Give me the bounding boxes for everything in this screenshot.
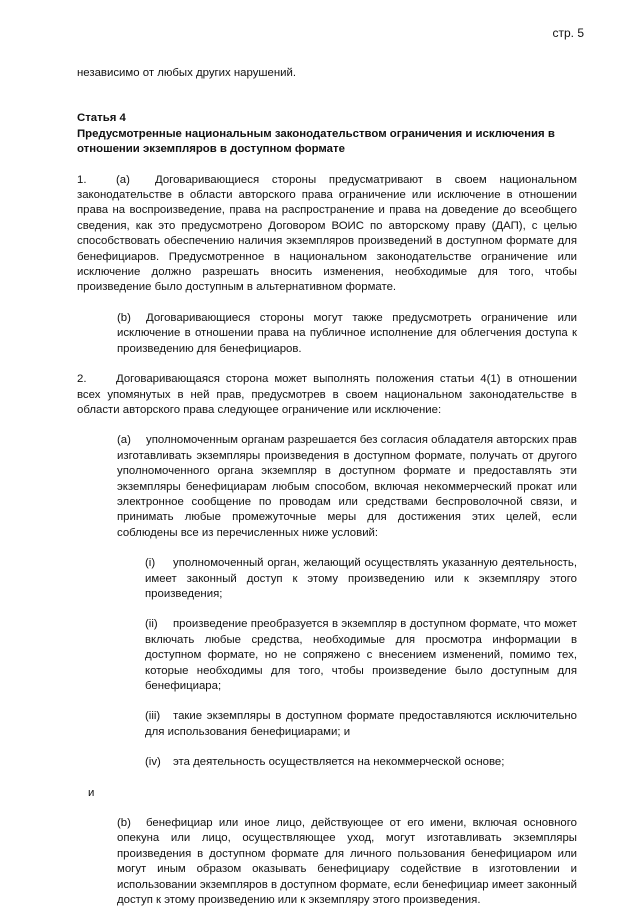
- conjunction-and: и: [88, 786, 95, 799]
- item-label: (b): [117, 311, 131, 324]
- item-label: (a): [117, 434, 131, 447]
- article-title: Предусмотренные национальным законодательством ограничения и исключения в отношении экземпляров в доступном формате: [77, 127, 555, 156]
- item-text: бенефициар или иное лицо, действующее от его имени, включая основного опекуна или лицо, осуществляющее уход, могут изготавливать экземпляры произведения в доступном формате для личного пользования бенефициаром или могут иным образом оказывать бенефициару содействие в изготовлении и использовании экземпляров в доступном формате, если бенефициар имеет законный доступ к этому произведению или к экземпляру этого произведения.: [117, 817, 577, 907]
- continuation-text: независимо от любых других нарушений.: [77, 67, 297, 79]
- item-text: уполномоченным органам разрешается без согласия обладателя авторских прав изготавливать экземпляры произведения в доступном формате, получать от другого уполномоченного органа экземпляр в доступном формате и предоставлять эти экземпляры бенефициарам любым способом, включая некоммерческий прокат или электронное сообщение по проводам или средствами беспроволочной связи, и принимать любые промежуточные меры для достижения этих целей, если соблюдены все из перечисленных ниже условий:: [117, 434, 577, 539]
- paragraph-number: 2.: [77, 373, 87, 386]
- item-text: произведение преобразуется в экземпляр в доступном формате, что может включать любые средства, необходимые для просмотра информации в доступном формате, но не сопряжено с внесением изменений, помимо тех, которые необходимы для того, чтобы произведение было доступным для бенефициара;: [145, 618, 577, 692]
- paragraph-2b: [117, 816, 577, 908]
- paragraph-1a: [77, 173, 577, 296]
- document-body: [77, 66, 577, 908]
- item-text: Договаривающаяся сторона может выполнять положения статьи 4(1) в отношении всех упомянутых в ней прав, предусмотрев в своем национальном законодательстве в области авторского права следующее ограничение или исключение:: [77, 373, 577, 416]
- item-text: такие экземпляры в доступном формате предоставляются исключительно для использования бенефициарами; и: [145, 710, 577, 738]
- paragraph-2: [77, 372, 577, 418]
- paragraph-2a: [117, 433, 577, 541]
- item-label: (a): [116, 173, 130, 186]
- item-text: уполномоченный орган, желающий осуществлять указанную деятельность, имеет законный доступ к этому произведению или к экземпляру этого произведения;: [145, 557, 577, 600]
- item-label: (iv): [145, 756, 161, 769]
- item-text: эта деятельность осуществляется на некоммерческой основе;: [173, 756, 505, 769]
- item-text: Договаривающиеся стороны предусматривают в своем национальном законодательстве в области авторского права ограничение или исключение в отношении права на воспроизведение, права на распространение и права на доведение до всеобщего сведения, как это предусмотрено Договором ВОИС по авторскому праву (ДАП), с целью способствовать обеспечению наличия экземпляров произведений в доступном формате для бенефициаров. Предусмотренное в национальном законодательстве ограничение или исключение должно разрешать вносить изменения, необходимые для того, чтобы произведение было доступным в альтернативном формате.: [77, 173, 577, 294]
- item-label: (iii): [145, 710, 161, 723]
- item-label: (i): [145, 557, 156, 570]
- condition-ii: [145, 617, 577, 694]
- condition-iv: [145, 755, 577, 770]
- item-label: (b): [117, 817, 131, 830]
- item-text: Договаривающиеся стороны могут также предусмотреть ограничение или исключение в отношении права на публичное исполнение для облегчения доступа к произведению для бенефициаров.: [117, 311, 577, 355]
- condition-i: [145, 556, 577, 602]
- paragraph-1b: [117, 311, 577, 357]
- condition-iii: [145, 709, 577, 740]
- article-number: Статья 4: [77, 112, 126, 125]
- page-number: стр. 5: [552, 26, 584, 40]
- paragraph-number: 1.: [77, 173, 87, 186]
- item-label: (ii): [145, 618, 158, 631]
